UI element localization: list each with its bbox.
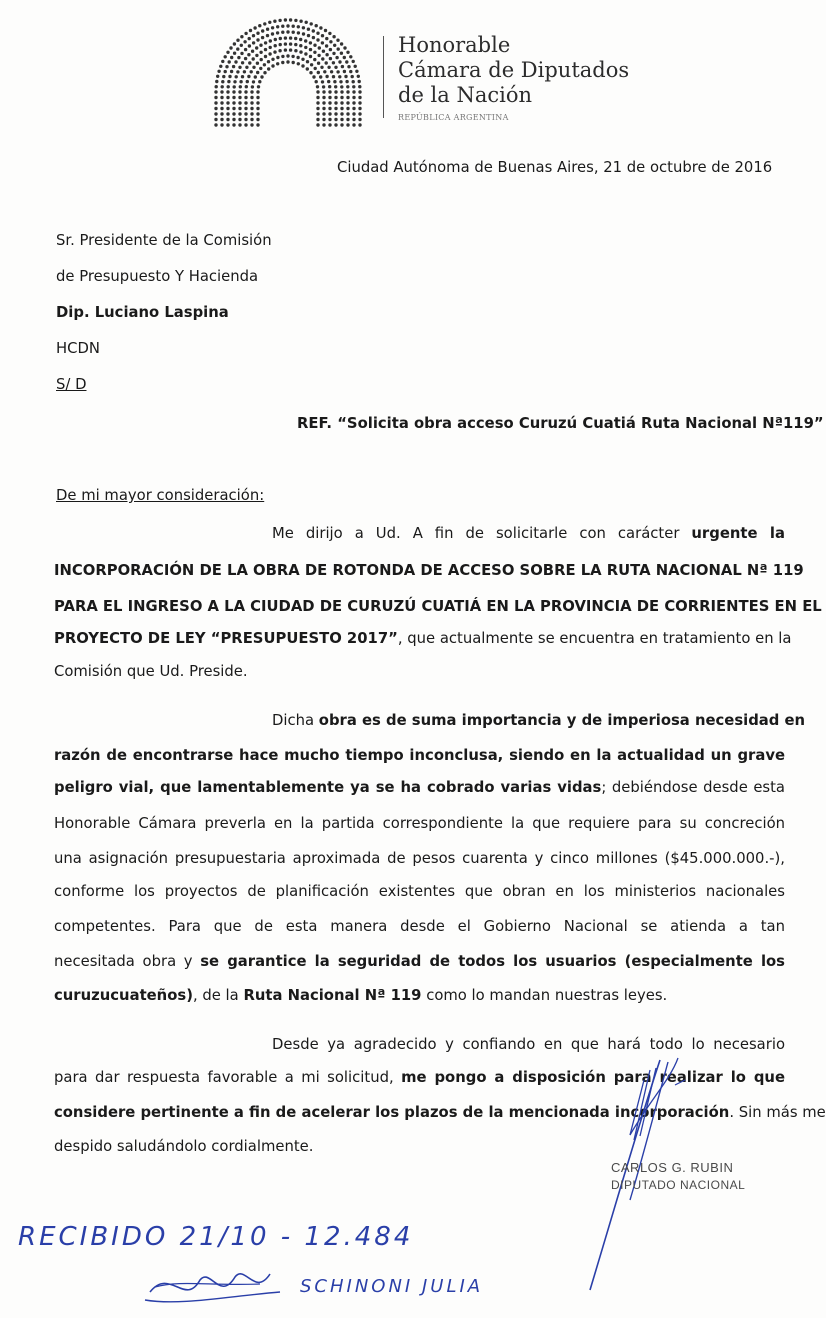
p1-line-1: Me dirijo a Ud. A fin de solicitarle con carácter urgente la xyxy=(272,525,785,542)
p1-line-2: INCORPORACIÓN DE LA OBRA DE ROTONDA DE ACCESO SOBRE LA RUTA NACIONAL Nª 119 xyxy=(54,562,804,579)
p2-line-1: Dicha obra es de suma importancia y de imperiosa necesidad en xyxy=(272,712,806,729)
salutation: De mi mayor consideración: xyxy=(56,487,265,504)
p2-line-3: peligro vial, que lamentablemente ya se ha cobrado varias vidas; debiéndose desde esta xyxy=(54,779,785,796)
recipient-line-5: S/ D xyxy=(56,376,87,393)
p2-line-4: Honorable Cámara preverla en la partida correspondiente la que requiere para su concreción xyxy=(54,815,785,832)
p2-line-8: necesitada obra y se garantice la seguridad de todos los usuarios (especialmente los xyxy=(54,953,785,970)
p1-line-5: Comisión que Ud. Preside. xyxy=(54,663,248,680)
receipt-initials-scribble xyxy=(140,1262,290,1312)
p3-line-2: para dar respuesta favorable a mi solicitud, me pongo a disposición para realizar lo que xyxy=(54,1069,785,1086)
letterhead-country: REPÚBLICA ARGENTINA xyxy=(398,113,509,122)
receipt-name: SCHINONI JULIA xyxy=(300,1276,484,1297)
signature-stamp-title: DIPUTADO NACIONAL xyxy=(611,1178,746,1192)
date-line: Ciudad Autónoma de Buenas Aires, 21 de octubre de 2016 xyxy=(337,159,773,176)
p2-line-5: una asignación presupuestaria aproximada de pesos cuarenta y cinco millones ($45.000.000.-), xyxy=(54,850,785,867)
reference-line: REF. “Solicita obra acceso Curuzú Cuatiá Ruta Nacional Nª119” xyxy=(297,415,824,432)
letterhead-line-3: de la Nación xyxy=(398,83,532,107)
congress-hemicycle-logo xyxy=(198,14,378,126)
p3-line-1: Desde ya agradecido y confiando en que hará todo lo necesario xyxy=(272,1036,785,1053)
recipient-line-4: HCDN xyxy=(56,340,100,357)
recipient-name: Dip. Luciano Laspina xyxy=(56,304,229,321)
letterhead-divider xyxy=(383,36,384,118)
p3-line-3: considere pertinente a fin de acelerar los plazos de la mencionada incorporación. Sin más me xyxy=(54,1104,826,1121)
recipient-line-2: de Presupuesto Y Hacienda xyxy=(56,268,259,285)
letterhead-line-2: Cámara de Diputados xyxy=(398,58,630,82)
p3-line-4: despido saludándolo cordialmente. xyxy=(54,1138,314,1155)
p1-line-3: PARA EL INGRESO A LA CIUDAD DE CURUZÚ CUATIÁ EN LA PROVINCIA DE CORRIENTES EN EL xyxy=(54,598,822,615)
signature-stamp-name: CARLOS G. RUBIN xyxy=(611,1160,734,1175)
p2-line-2: razón de encontrarse hace mucho tiempo inconclusa, siendo en la actualidad un grave xyxy=(54,747,785,764)
p2-line-9: curuzucuateños), de la Ruta Nacional Nª 119 como lo mandan nuestras leyes. xyxy=(54,987,668,1004)
receipt-note-line: RECIBIDO 21/10 - 12.484 xyxy=(18,1222,414,1252)
letterhead-line-1: Honorable xyxy=(398,33,511,57)
p2-line-7: competentes. Para que de esta manera desde el Gobierno Nacional se atienda a tan xyxy=(54,918,785,935)
p2-line-6: conforme los proyectos de planificación existentes que obran en los ministerios nacionales xyxy=(54,883,785,900)
p1-line-4: PROYECTO DE LEY “PRESUPUESTO 2017”, que actualmente se encuentra en tratamiento en la xyxy=(54,630,792,647)
recipient-line-1: Sr. Presidente de la Comisión xyxy=(56,232,272,249)
